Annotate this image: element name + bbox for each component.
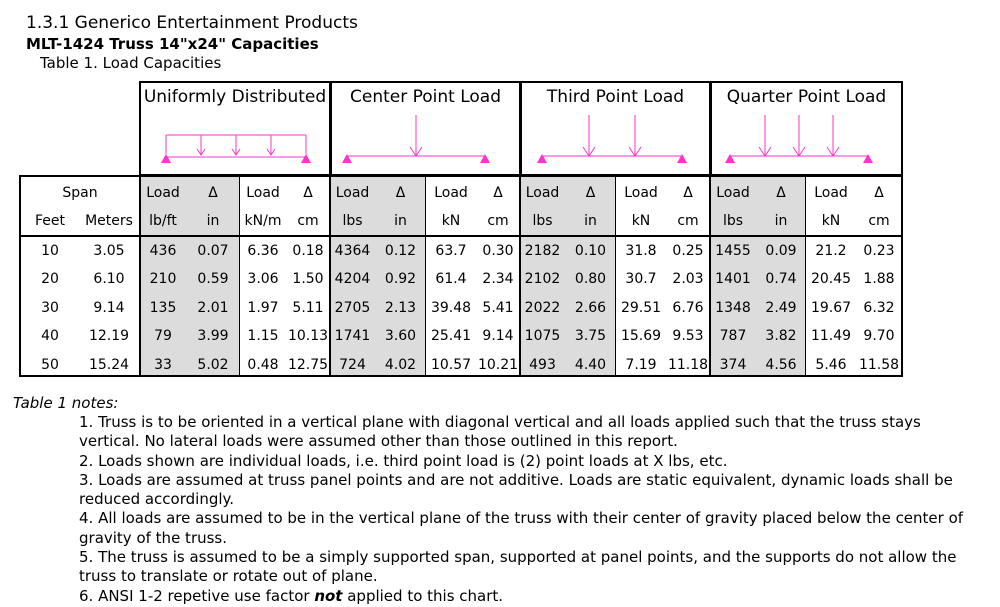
table-cell: 12.75 [287, 356, 329, 373]
table-cell: 61.4 [435, 271, 467, 288]
table-cell: 4.56 [765, 356, 797, 373]
table-cell: 0.59 [197, 271, 229, 288]
column-header: Δ [395, 185, 406, 201]
table-cell: 9.14 [93, 299, 125, 316]
unit-header: in [774, 213, 788, 229]
column-header: Load [434, 185, 468, 201]
table-cell: 2022 [524, 299, 561, 316]
table-cell: 31.8 [625, 243, 657, 259]
unit-header: kN [631, 213, 651, 229]
column-header: Δ [303, 185, 313, 201]
table-cell: 5.41 [482, 299, 514, 316]
note-6-text: 6. ANSI 1-2 repetive use factor [79, 586, 315, 605]
header-center [330, 81, 521, 176]
table-cell: 19.67 [810, 299, 852, 316]
header-quarter-title: Quarter Point Load [726, 87, 887, 107]
table-cell: 0.92 [384, 271, 417, 288]
table-cell: 1.88 [863, 271, 895, 288]
column-header: Δ [776, 185, 786, 201]
uniform-load-diagram-icon [141, 111, 329, 171]
quarter-load-diagram-icon [712, 111, 901, 171]
note-6-text-end: applied to this chart. [342, 586, 504, 605]
table-cell: 3.05 [93, 243, 125, 259]
table-cell: 4204 [334, 271, 371, 288]
column-header: Δ [585, 185, 596, 201]
table-cell: 2.03 [672, 271, 704, 288]
unit-header: cm [297, 213, 319, 229]
table-cell: 3.99 [197, 328, 229, 345]
table-cell: 2.66 [574, 299, 607, 316]
table-cell: 2182 [524, 243, 561, 259]
table-cell: 9.70 [863, 328, 895, 345]
table-cell: 0.74 [765, 271, 797, 288]
column-header: Load [624, 185, 658, 201]
header-quarter [710, 81, 903, 176]
table-cell: 30 [41, 299, 59, 316]
data-grid [19, 175, 903, 377]
column-header: Δ [493, 185, 503, 201]
table-cell: 6.32 [863, 299, 895, 316]
table-cell: 493 [529, 356, 556, 373]
table-cell: 3.82 [765, 328, 797, 345]
table-cell: 724 [339, 356, 366, 373]
table-cell: 210 [149, 271, 177, 288]
header-uniform [139, 81, 331, 176]
table-cell: 12.19 [88, 328, 130, 345]
table-cell: 20.45 [810, 271, 852, 288]
table-cell: 6.76 [672, 299, 704, 316]
table-cell: 1075 [524, 328, 561, 345]
third-load-diagram-icon [522, 111, 709, 171]
table-cell: 1455 [715, 243, 751, 259]
note-item [79, 587, 969, 606]
load-capacities-table [19, 81, 903, 377]
unit-header: in [394, 213, 407, 229]
unit-header: kN [441, 213, 461, 229]
table-cell: 0.30 [482, 243, 514, 259]
center-load-diagram-icon [332, 111, 519, 171]
table-cell: 39.48 [430, 299, 472, 316]
column-header: Δ [683, 185, 693, 201]
note-item: 2. Loads shown are individual loads, i.e. third point load is (2) point loads at X lbs, etc. [79, 451, 728, 470]
note-item: 4. All loads are assumed to be in the vertical plane of the truss with their center of gravity placed below the center of gravity of the truss. [79, 509, 964, 547]
column-header: Load [716, 185, 750, 201]
note-item: 3. Loads are assumed at truss panel points and are not additive. Loads are static equivalent, dynamic loads shall be reduced accordingly. [79, 470, 953, 509]
table-cell: 79 [154, 328, 172, 345]
table-cell: 9.53 [672, 328, 704, 345]
table-cell: 0.12 [384, 243, 417, 259]
table-cell: 0.48 [247, 356, 279, 373]
table-cell: 2102 [524, 271, 561, 288]
unit-header: in [584, 213, 597, 229]
table-cell: 15.69 [620, 328, 662, 345]
table-cell: 2.49 [765, 299, 797, 316]
header-uniform-title: Uniformly Distributed [143, 87, 327, 107]
note-item: 5. The truss is assumed to be a simply supported span, supported at panel points, and the supports do not allow the truss to translate or rotate out of plane. [79, 548, 957, 586]
section-heading: 1.3.1 Generico Entertainment Products [26, 13, 358, 33]
table-cell: 33 [154, 356, 172, 373]
table-cell: 3.60 [384, 328, 417, 345]
unit-header: in [206, 213, 220, 229]
table-cell: 10 [41, 243, 59, 259]
table-cell: 0.07 [197, 243, 229, 259]
table-cell: 5.11 [292, 299, 324, 316]
table-cell: 4.40 [574, 356, 607, 373]
table-cell: 7.19 [625, 356, 657, 373]
column-header: Load [335, 185, 370, 201]
table-cell: 9.14 [482, 328, 514, 345]
table-cell: 2.13 [384, 299, 417, 316]
unit-header: cm [868, 213, 890, 229]
table-cell: 787 [719, 328, 747, 345]
column-header: Load [814, 185, 848, 201]
unit-header: cm [677, 213, 699, 229]
table-cell: 0.25 [672, 243, 704, 259]
column-header: Load [525, 185, 560, 201]
header-divider [21, 235, 901, 237]
notes-list [79, 413, 969, 606]
unit-header: lbs [722, 213, 744, 229]
table-cell: 1401 [715, 271, 751, 288]
table-cell: 1348 [715, 299, 751, 316]
table-cell: 5.02 [197, 356, 229, 373]
unit-header: lbs [532, 213, 553, 229]
span-header: Span [62, 185, 98, 201]
table-cell: 0.23 [863, 243, 895, 259]
note-6-emphasis: not [314, 586, 343, 605]
table-cell: 5.46 [815, 356, 847, 373]
header-center-title: Center Point Load [349, 87, 502, 107]
table-cell: 11.49 [810, 328, 852, 345]
column-header: Load [146, 185, 180, 201]
table-title: Table 1. Load Capacities [40, 54, 222, 72]
table-cell: 135 [149, 299, 177, 316]
table-cell: 63.7 [435, 243, 467, 259]
table-cell: 15.24 [88, 356, 130, 373]
table-cell: 0.10 [574, 243, 607, 259]
table-cell: 4364 [334, 243, 371, 259]
unit-header: Feet [34, 213, 65, 229]
column-header: Load [246, 185, 280, 201]
table-cell: 29.51 [620, 299, 662, 316]
table-cell: 10.21 [477, 356, 519, 373]
table-cell: 3.75 [574, 328, 607, 345]
column-header: Δ [874, 185, 884, 201]
table-cell: 10.57 [430, 356, 472, 373]
table-cell: 10.13 [287, 328, 329, 345]
table-cell: 2705 [334, 299, 371, 316]
unit-header: Meters [85, 213, 133, 229]
table-cell: 11.18 [667, 356, 709, 373]
note-item: 1. Truss is to be oriented in a vertical plane with diagonal vertical and all loads applied such that the truss stays vertical. No lateral loads were assumed other than those outlined in this report. [79, 413, 921, 451]
table-cell: 2.34 [482, 271, 514, 288]
table-cell: 21.2 [815, 243, 847, 259]
table-cell: 0.18 [292, 243, 324, 259]
unit-header: kN/m [244, 213, 282, 229]
header-third [520, 81, 711, 176]
table-cell: 4.02 [384, 356, 417, 373]
table-cell: 11.58 [858, 356, 900, 373]
table-cell: 0.09 [765, 243, 797, 259]
table-cell: 30.7 [625, 271, 657, 288]
unit-header: lbs [342, 213, 363, 229]
table-cell: 0.80 [574, 271, 607, 288]
table-cell: 3.06 [247, 271, 279, 288]
notes-title: Table 1 notes: [13, 394, 119, 412]
table-cell: 1.15 [247, 328, 279, 345]
table-cell: 1.97 [247, 299, 279, 316]
table-cell: 40 [41, 328, 59, 345]
table-cell: 1.50 [292, 271, 324, 288]
table-cell: 6.10 [93, 271, 125, 288]
table-cell: 2.01 [197, 299, 229, 316]
unit-header: lb/ft [149, 213, 177, 229]
table-cell: 20 [41, 271, 59, 288]
column-header: Δ [208, 185, 218, 201]
table-cell: 1741 [334, 328, 371, 345]
header-third-title: Third Point Load [546, 87, 685, 107]
table-cell: 374 [719, 356, 747, 373]
table-cell: 50 [41, 356, 59, 373]
unit-header: kN [821, 213, 841, 229]
table-cell: 436 [149, 243, 177, 259]
unit-header: cm [487, 213, 509, 229]
model-heading: MLT-1424 Truss 14"x24" Capacities [26, 35, 319, 53]
table-cell: 6.36 [247, 243, 279, 259]
table-cell: 25.41 [430, 328, 472, 345]
